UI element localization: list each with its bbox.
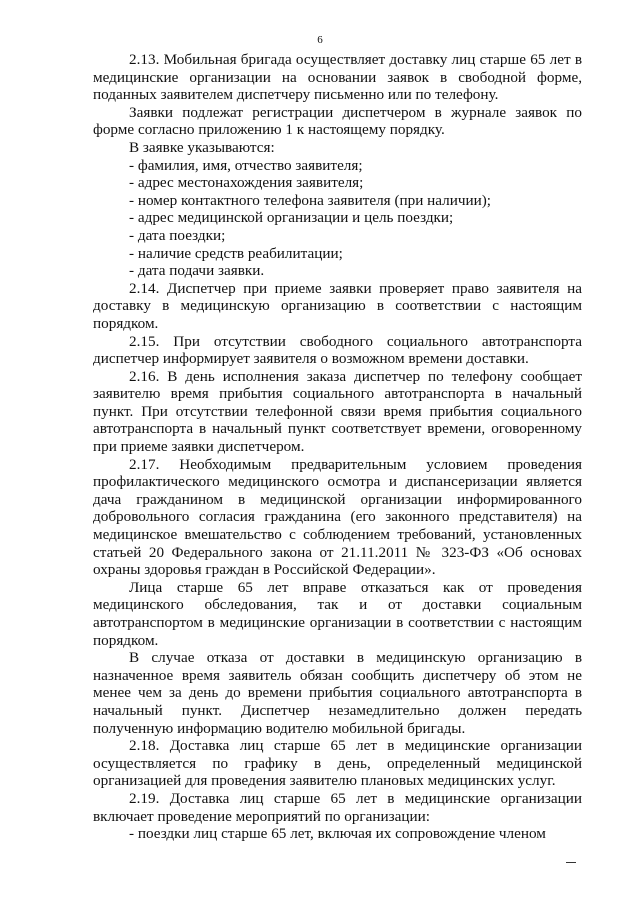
list-item: - адрес местонахождения заявителя; bbox=[129, 174, 364, 192]
list-item: - дата подачи заявки. bbox=[129, 262, 265, 280]
list-item: - номер контактного телефона заявителя (при наличии); bbox=[129, 191, 492, 209]
paragraph-refusal-right: Лица старше 65 лет вправе отказаться как от проведения медицинского обследования, так и от доставки социальным автотранспортом в медицинские организации в соответствии с настоящим порядком. bbox=[93, 578, 582, 649]
list-intro: В заявке указываются: bbox=[129, 138, 275, 156]
scan-mark bbox=[566, 862, 576, 863]
paragraph-refusal-notice: В случае отказа от доставки в медицинскую организацию в назначенное время заявитель обязан сообщить диспетчеру об этом не менее чем за день до времени прибытия социального автотранспорта в начальный пункт. Диспетчер незамедлительно должен передать полученную информацию водителю мобильной бригады. bbox=[93, 649, 582, 737]
paragraph-2-19: 2.19. Доставка лиц старше 65 лет в медицинские организации включает проведение мероприятий по организации: bbox=[93, 789, 582, 825]
list-item: - дата поездки; bbox=[129, 226, 226, 244]
list-item: - адрес медицинской организации и цель поездки; bbox=[129, 209, 454, 227]
paragraph-2-19-item: - поездки лиц старше 65 лет, включая их сопровождение членом bbox=[129, 825, 546, 843]
application-fields-list bbox=[93, 157, 582, 280]
paragraph-2-18: 2.18. Доставка лиц старше 65 лет в медицинские организации осуществляется по графику в день, определенный медицинской организацией для проведения заявителю плановых медицинских услуг. bbox=[93, 737, 582, 790]
paragraph-2-15: 2.15. При отсутствии свободного социального автотранспорта диспетчер информирует заявителя о возможном времени доставки. bbox=[93, 332, 582, 368]
page-number: 6 bbox=[317, 34, 323, 46]
document-body bbox=[93, 51, 582, 843]
list-item: - фамилия, имя, отчество заявителя; bbox=[129, 156, 363, 174]
paragraph-2-16: 2.16. В день исполнения заказа диспетчер по телефону сообщает заявителю время прибытия социального автотранспорта в начальный пункт. При отсутствии телефонной связи время прибытия социального автотранспорта в начальный пункт соответствует времени, оговоренному при приеме заявки диспетчером. bbox=[93, 367, 582, 456]
paragraph-registration: Заявки подлежат регистрации диспетчером в журнале заявок по форме согласно приложению 1 к настоящему порядку. bbox=[93, 103, 582, 139]
list-item: - наличие средств реабилитации; bbox=[129, 244, 343, 262]
paragraph-2-17: 2.17. Необходимым предварительным условием проведения профилактического медицинского осмотра и диспансеризации является дача гражданином в медицинской организации информированного добровольного согласия гражданина (его законного представителя) на медицинское вмешательство с соблюдением требований, установленных статьей 20 Федерального закона от 21.11.2011 № 323-ФЗ «Об основах охраны здоровья граждан в Российской Федерации». bbox=[93, 455, 582, 579]
paragraph-2-13: 2.13. Мобильная бригада осуществляет доставку лиц старше 65 лет в медицинские организации на основании заявок в свободной форме, поданных заявителем диспетчеру письменно или по телефону. bbox=[93, 51, 582, 104]
paragraph-2-14: 2.14. Диспетчер при приеме заявки проверяет право заявителя на доставку в медицинскую организацию в соответствии с настоящим порядком. bbox=[93, 279, 582, 332]
